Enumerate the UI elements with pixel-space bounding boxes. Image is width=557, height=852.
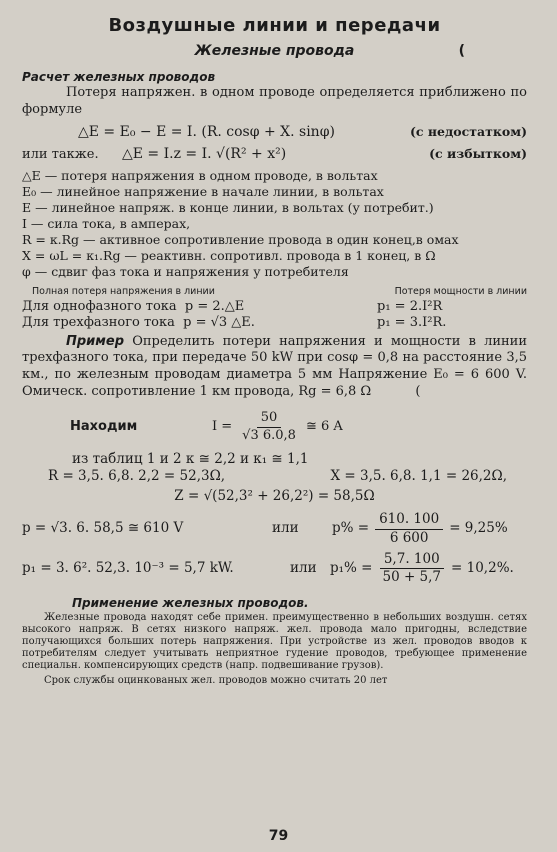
- legend-row: R = κ.Rg — активное сопротивление провода в один конец,в омах: [22, 232, 459, 248]
- p1-percent-rhs: = 10,2%.: [451, 559, 514, 576]
- tables-line: из таблиц 1 и 2 κ ≅ 2,2 и κ₁ ≅ 1,1: [72, 450, 309, 467]
- legend-row: E — линейное напряж. в конце линии, в вольтах (у потребит.): [22, 200, 434, 216]
- p1-percent-lhs: p₁% =: [330, 559, 373, 576]
- equation-1-formula: △E = E₀ − E = I. (R. cosφ + X. sinφ): [78, 123, 335, 140]
- find-denominator: √3 6.0,8: [242, 427, 296, 443]
- equation-2-note: (с избытком): [429, 146, 527, 162]
- legend-row: I — сила тока, в амперах,: [22, 216, 191, 232]
- single-phase-label: Для однофазного тока: [22, 298, 177, 314]
- column-header-power: Потеря мощности в линии: [394, 286, 527, 298]
- application-paragraph: Железные провода находят себе примен. преимущественно в небольших воздушн. сетях высокого напряж. В сетях низкого напряж. жел. провода мало пригодны, вследствие получающихся больших потерь напряжения. При устройстве из жел. проводов вводов к потребителям следует учитывать неприятное гудение проводов, требующее применение специальн. компенсирующих средств (напр. подвешивание грузов).: [22, 611, 527, 672]
- page-number: 79: [268, 828, 289, 845]
- find-current: [22, 410, 527, 444]
- single-phase-power-loss: p₁ = 2.I²R: [377, 298, 443, 314]
- single-phase-row: [22, 299, 527, 316]
- single-phase-voltage-loss: p = 2.△E: [184, 298, 245, 314]
- p-percent-lhs: p% =: [332, 520, 370, 537]
- x-calc: X = 3,5. 6,8. 1,1 = 26,2Ω,: [330, 467, 507, 484]
- page-title: Воздушные линии и передачи: [108, 15, 441, 36]
- p1-calc: p₁ = 3. 6². 52,3. 10⁻³ = 5,7 kW.: [22, 559, 234, 576]
- p1-row: [22, 551, 527, 587]
- p-percent-num: 610. 100: [375, 511, 443, 529]
- three-phase-label: Для трехфазного тока: [22, 315, 175, 331]
- find-lhs: I =: [212, 419, 233, 435]
- ili-text: или: [272, 520, 299, 537]
- margin-mark: (: [458, 43, 465, 60]
- section-heading-application: Применение железных проводов.: [72, 596, 309, 611]
- equation-1: [22, 124, 527, 142]
- service-life-paragraph: Срок службы оцинкованых жел. проводов можно считать 20 лет: [44, 674, 388, 686]
- p1-percent-num: 5,7. 100: [380, 551, 444, 569]
- r-x-line: [22, 468, 527, 485]
- three-phase-voltage-loss: p = √3 △E.: [183, 315, 255, 331]
- p-row: [22, 511, 527, 547]
- intro-paragraph: Потеря напряжен. в одном проводе определяется приближено по формуле: [22, 85, 527, 117]
- legend-row: E₀ — линейное напряжение в начале линии, в вольтах: [22, 184, 384, 200]
- equation-2-formula: △E = I.z = I. √(R² + x²): [122, 146, 287, 163]
- legend-row: △E — потеря напряжения в одном проводе, в вольтах: [22, 168, 378, 184]
- find-numerator: 50: [257, 410, 282, 428]
- three-phase-row: [22, 315, 527, 332]
- subtitle-text: Железные провода: [194, 43, 355, 60]
- three-phase-power-loss: p₁ = 3.I²R.: [377, 315, 447, 331]
- equation-2-prefix: или также.: [22, 147, 99, 163]
- z-calc: Z = √(52,3² + 26,2²) = 58,5Ω: [174, 488, 375, 505]
- example-text: Определить потери напряжения и мощности в линии трехфазного тока, при передаче 50 kW при cosφ = 0,8 на расстояние 3,5 км., по железным проводам диаметра 5 мм Напряжение E₀ = 6 600 V. Омическ. сопротивление 1 км провода, Rg = 6,8 Ω: [22, 333, 527, 399]
- column-headers: [22, 286, 527, 298]
- ili-text-2: или: [290, 559, 317, 576]
- find-label: Находим: [70, 419, 138, 435]
- section-heading-calc: Расчет железных проводов: [22, 69, 216, 84]
- example-label: Пример: [66, 333, 125, 349]
- p-calc: p = √3. 6. 58,5 ≅ 610 V: [22, 520, 184, 537]
- find-fraction: [238, 410, 300, 444]
- symbol-legend: [22, 168, 527, 280]
- page-subtitle: [22, 43, 527, 61]
- p1-percent-den: 50 + 5,7: [382, 569, 442, 586]
- p-percent-rhs: = 9,25%: [449, 520, 508, 537]
- legend-row: X = ωL = κ₁.Rg — реактивн. сопротивл. провода в 1 конец, в Ω: [22, 248, 436, 264]
- p-percent-fraction: [375, 511, 443, 547]
- example-margin-mark: (: [415, 383, 421, 399]
- equation-2: [22, 146, 527, 164]
- equation-1-note: (с недостатком): [410, 123, 527, 139]
- r-calc: R = 3,5. 6,8. 2,2 = 52,3Ω,: [48, 467, 226, 484]
- p1-percent-fraction: [378, 551, 445, 587]
- column-header-voltage: Полная потеря напряжения в линии: [32, 286, 215, 298]
- p-percent-den: 6 600: [389, 529, 429, 546]
- legend-row: φ — сдвиг фаз тока и напряжения у потребителя: [22, 264, 349, 280]
- example-paragraph: [22, 334, 527, 401]
- find-rhs: ≅ 6 A: [305, 419, 343, 435]
